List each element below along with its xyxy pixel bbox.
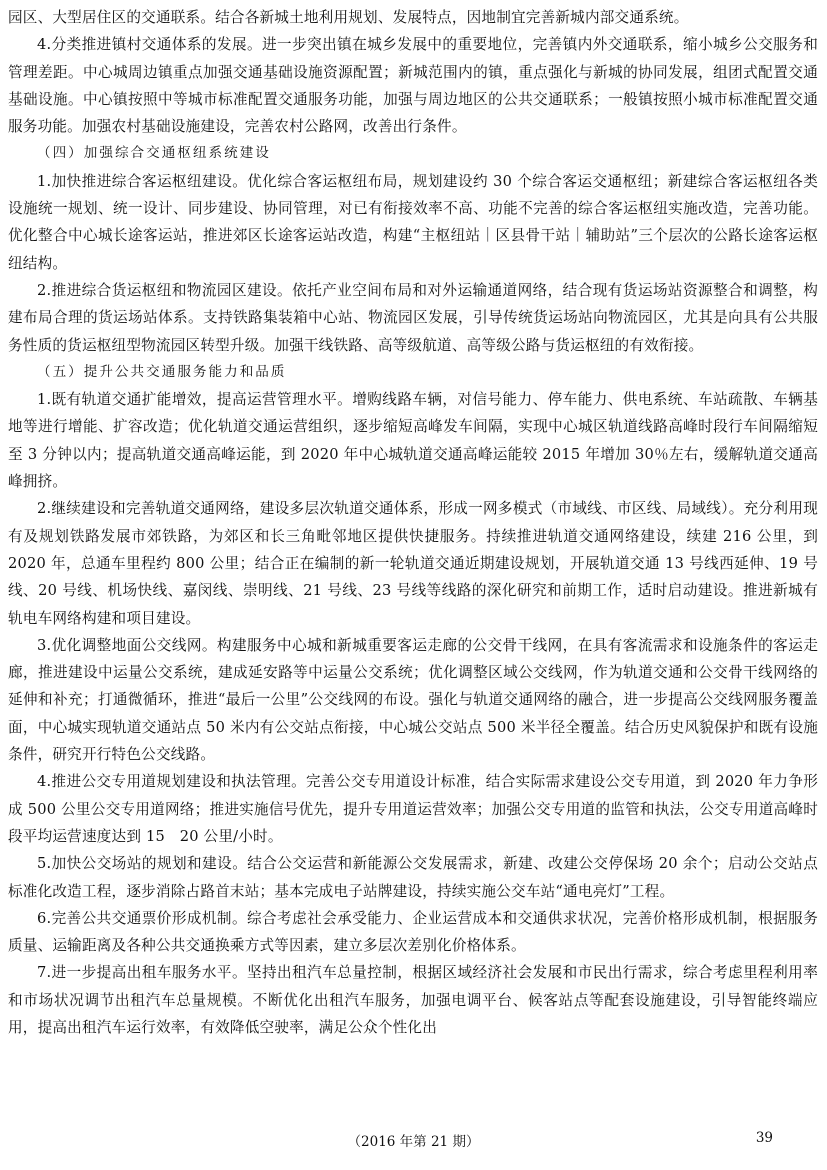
paragraph-rail-network: 2.继续建设和完善轨道交通网络，建设多层次轨道交通体系，形成一网多模式（市域线、市区线、局域线）。充分利用现有及规划铁路发展市郊铁路，为郊区和长三角毗邻地区提供快捷服务。持续推进轨道交通网络建设，续建 216 公里，到 2020 年，总通车里程约 800 公里；结合正在编制的新一轮轨道交通近期建设规划，开展轨道交通 13 号线西延伸、19 号线、20 号线、机场快线、嘉闵线、崇明线、21 号线、23 号线等线路的深化研究和前期工作，适时启动建设。推进新城有轨电车网络构建和项目建设。 <box>8 500 818 627</box>
section-heading-public-transport: （五）提升公共交通服务能力和品质 <box>37 363 287 380</box>
paragraph-bus-network: 3.优化调整地面公交线网。构建服务中心城和新城重要客运走廊的公交骨干线网，在具有客流需求和设施条件的客运走廊，推进建设中运量公交系统，建成延安路等中运量公交系统；优化调整区域公交线网，作为轨道交通和公交骨干线网络的延伸和补充；打通微循环，推进“最后一公里”公交线网的布设。强化与轨道交通网络的融合，进一步提高公交线网服务覆盖面，中心城实现轨道交通站点 50 米内有公交站点衔接，中心城公交站点 500 米半径全覆盖。结合历史风貌保护和既有设施条件，研究开行特色公交线路。 <box>8 636 818 764</box>
paragraph-fare-mechanism: 6.完善公共交通票价形成机制。综合考虑社会承受能力、企业运营成本和交通供求状况，完善价格形成机制，根据服务质量、运输距离及各种公共交通换乘方式等因素，建立多层次差别化价格体系。 <box>8 909 818 955</box>
page-number: 39 <box>755 1130 773 1146</box>
document-body <box>8 4 818 1041</box>
paragraph-rail-capacity: 1.既有轨道交通扩能增效，提高运营管理水平。增购线路车辆，对信号能力、停车能力、供电系统、车站疏散、车辆基地等进行增能、扩容改造；优化轨道交通运营组织，逐步缩短高峰发车间隔，实现中心城区轨道线路高峰时段行车间隔缩短至 3 分钟以内；提高轨道交通高峰运能，到 2020 年中心城轨道交通高峰运能较 2015 年增加 30％左右，缓解轨道交通高峰拥挤。 <box>8 391 818 491</box>
paragraph-bus-lanes: 4.推进公交专用道规划建设和执法管理。完善公交专用道设计标准，结合实际需求建设公交专用道，到 2020 年力争形成 500 公里公交专用道网络；推进实施信号优先，提升专用道运营效率；加强公交专用道的监管和执法，公交专用道高峰时段平均运营速度达到 15 20 公里/小时。 <box>8 773 818 845</box>
paragraph-passenger-hubs: 1.加快推进综合客运枢纽建设。优化综合客运枢纽布局，规划建设约 30 个综合客运交通枢纽；新建综合客运枢纽各类设施统一规划、统一设计、同步建设、协同管理，对已有衔接效率不高、功能不完善的综合客运枢纽实施改造，完善功能。优化整合中心城长途客运站，推进郊区长途客运站改造，构建“主枢纽站｜区县骨干站｜辅助站”三个层次的公路长途客运枢纽结构。 <box>8 172 818 272</box>
paragraph-continuation: 园区、大型居住区的交通联系。结合各新城土地利用规划、发展特点，因地制宜完善新城内部交通系统。 <box>8 9 689 26</box>
paragraph-taxi-service: 7.进一步提高出租车服务水平。坚持出租汽车总量控制，根据区域经济社会发展和市民出行需求，综合考虑里程利用率和市场状况调节出租汽车总量规模。不断优化出租汽车服务，加强电调平台、候客站点等配套设施建设，引导智能终端应用，提高出租汽车运行效率，有效降低空驶率，满足公众个性化出 <box>8 964 818 1036</box>
issue-label: （2016 年第 21 期） <box>347 1134 480 1150</box>
page-footer <box>0 1128 827 1152</box>
section-heading-hub-system: （四）加强综合交通枢纽系统建设 <box>37 145 271 162</box>
paragraph-township-transport: 4.分类推进镇村交通体系的发展。进一步突出镇在城乡发展中的重要地位，完善镇内外交通联系，缩小城乡公交服务和管理差距。中心城周边镇重点加强交通基础设施资源配置；新城范围内的镇，重点强化与新城的协同发展，组团式配置交通基础设施。中心镇按照中等城市标准配置交通服务功能，加强与周边地区的公共交通联系；一般镇按照小城市标准配置交通服务功能。加强农村基础设施建设，完善农村公路网，改善出行条件。 <box>8 36 818 136</box>
paragraph-freight-hubs: 2.推进综合货运枢纽和物流园区建设。依托产业空间布局和对外运输通道网络，结合现有货运场站资源整合和调整，构建布局合理的货运场站体系。支持铁路集装箱中心站、物流园区发展，引导传统货运场站向物流园区，尤其是向具有公共服务性质的货运枢纽型物流园区转型升级。加强干线铁路、高等级航道、高等级公路与货运枢纽的有效衔接。 <box>8 281 818 354</box>
paragraph-bus-stations: 5.加快公交场站的规划和建设。结合公交运营和新能源公交发展需求，新建、改建公交停保场 20 余个；启动公交站点标准化改造工程，逐步消除占路首末站；基本完成电子站牌建设，持续实施公交车站“通电亮灯”工程。 <box>8 855 818 900</box>
